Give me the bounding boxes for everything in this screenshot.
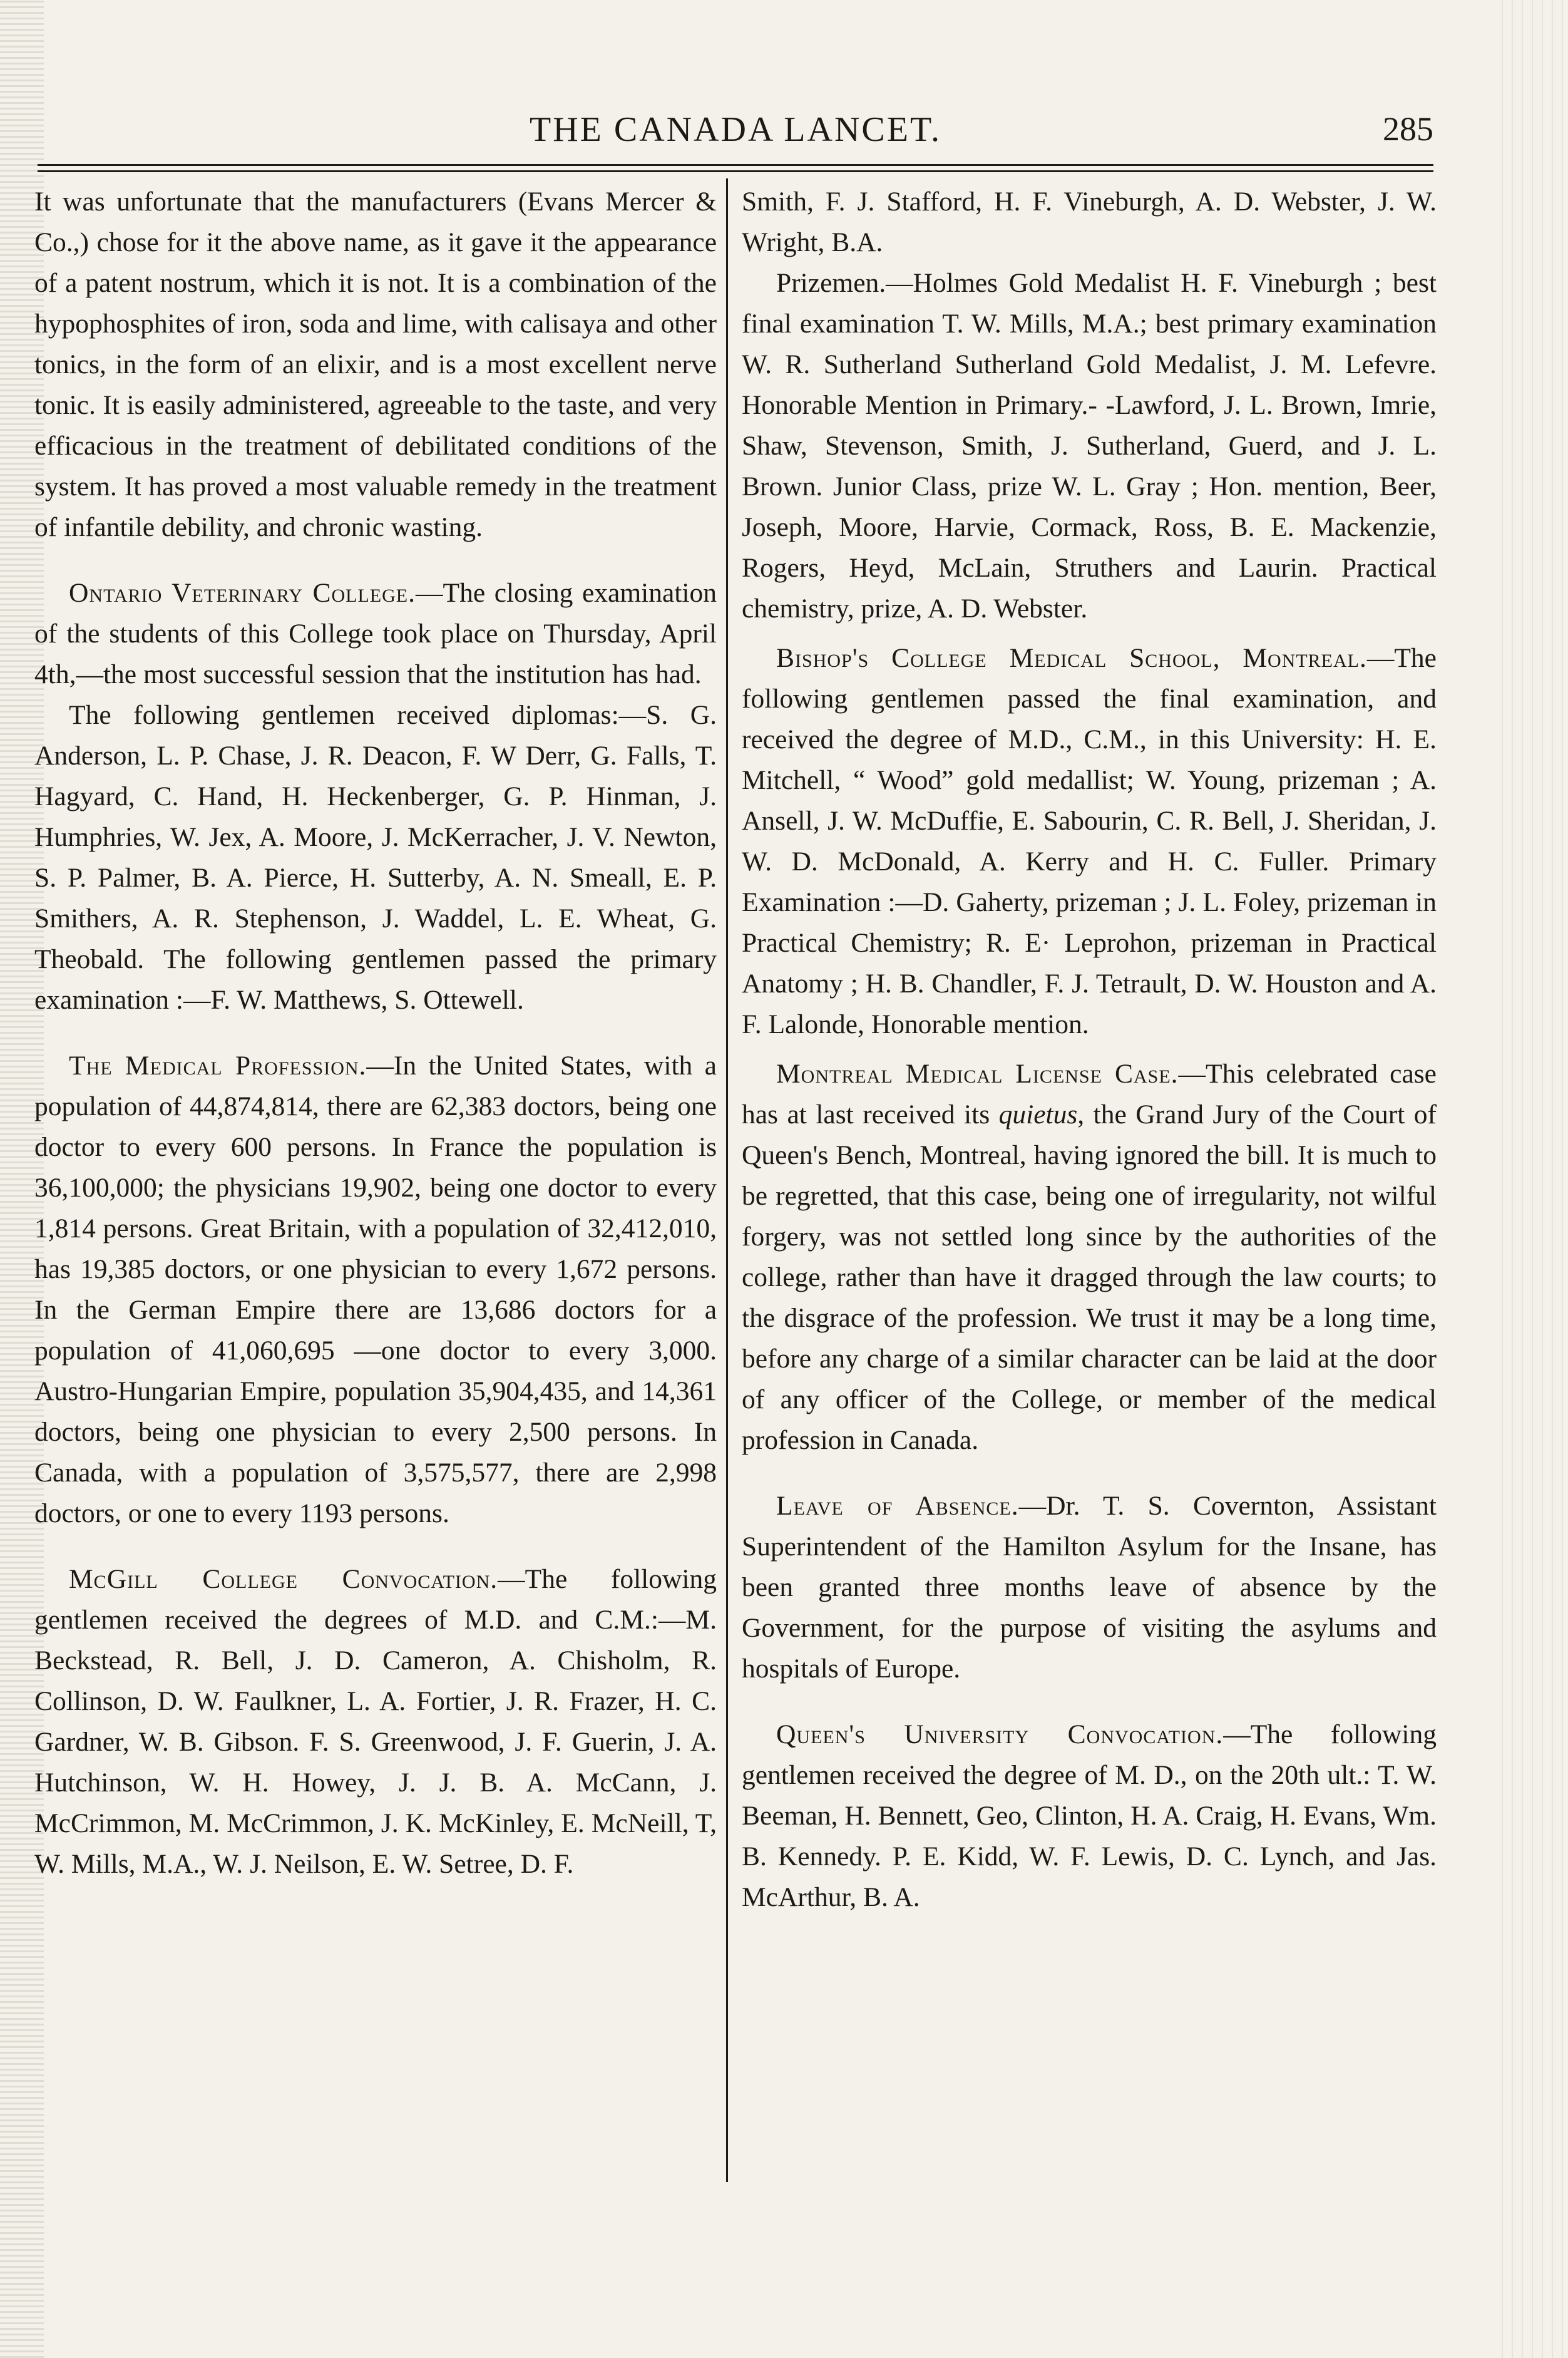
left-column: [34, 182, 717, 1885]
section-text: —The following gentlemen received the degrees of M.D. and C.M.:—M. Beckstead, R. Bell, J. D. Cameron, A. Chisholm, R. Collinson, D. W. Faulkner, L. A. Fortier, J. R. Frazer, H. C. Gardner, W. B. Gibson. F. S. Greenwood, J. F. Guerin, J. A. Hutchinson, W. H. Howey, J. J. B. A. McCann, J. McCrimmon, M. McCrimmon, J. K. McKinley, E. McNeill, T, W. Mills, M.A., W. J. Neilson, E. W. Setree, D. F.: [34, 1564, 717, 1879]
section-text: —The following gentlemen received the degree of M. D., on the 20th ult.: T. W. Beeman, H. Bennett, Geo, Clinton, H. A. Craig, H. Evans, Wm. B. Kennedy. P. E. Kidd, W. F. Lewis, D. C. Lynch, and Jas. McArthur, B. A.: [742, 1719, 1437, 1912]
article-mcgill-convocation: [34, 1559, 717, 1885]
section-heading: Bishop's College Medical School, Montreal.: [776, 643, 1367, 673]
article-mcgill-continuation: Smith, F. J. Stafford, H. F. Vineburgh, A. D. Webster, J. W. Wright, B.A.: [742, 187, 1437, 257]
section-text: —The closing examination of the students of this College took place on Thursday, April 4th,—the most successful session that the institution has had.: [34, 578, 717, 689]
page-number: 285: [1383, 110, 1433, 148]
section-text: —In the United States, with a population of 44,874,814, there are 62,383 doctors, being one doctor to every 600 persons. In France the population is 36,100,000; the physicians 19,902, being one doctor to every 1,814 persons. Great Britain, with a population of 32,412,010, has 19,385 doctors, or one physician to every 1,672 persons. In the German Empire there are 13,686 doctors for a population of 41,060,695 —one doctor to every 3,000. Austro-Hungarian Empire, population 35,904,435, and 14,361 doctors, being one physician to every 2,500 persons. In Canada, with a population of 3,575,577, there are 2,998 doctors, or one to every 1193 persons.: [34, 1051, 717, 1528]
article-tonic-continuation: It was unfortunate that the manufacturers (Evans Mercer & Co.,) chose for it the above name, as it gave it the appearance of a patent nostrum, which it is not. It is a combination of the hypophosphites of iron, soda and lime, with calisaya and other tonics, in the form of an elixir, and is a most excellent nerve tonic. It is easily administered, agreeable to the taste, and very efficacious in the treatment of debilitated conditions of the system. It has proved a most valuable remedy in the treatment of infantile debility, and chronic wasting.: [34, 187, 717, 542]
section-text: —This celebrated case has at last received its: [742, 1059, 1437, 1130]
article-queens-convocation: [742, 1714, 1437, 1918]
article-medical-profession: [34, 1046, 717, 1534]
right-column: [742, 182, 1437, 1918]
header-rule-top: [38, 164, 1433, 166]
article-mcgill-prizemen: Prizemen.—Holmes Gold Medalist H. F. Vineburgh ; best final examination T. W. Mills, M.A.; best primary examination W. R. Sutherland Sutherland Gold Medalist, J. M. Lefevre. Honorable Mention in Primary.- -Lawford, J. L. Brown, Imrie, Shaw, Stevenson, Smith, J. Sutherland, Guerd, and J. L. Brown. Junior Class, prize W. L. Gray ; Hon. mention, Beer, Joseph, Moore, Harvie, Cormack, Ross, B. E. Mackenzie, Rogers, Heyd, McLain, Struthers and Laurin. Practical chemistry, prize, A. D. Webster.: [742, 268, 1437, 624]
section-heading: The Medical Profession.: [69, 1051, 367, 1081]
page-header: [38, 110, 1433, 160]
scan-bleed-edge-right: [1493, 0, 1568, 2358]
section-heading: Montreal Medical License Case.: [776, 1059, 1179, 1089]
section-heading: Queen's University Convocation.: [776, 1719, 1224, 1749]
section-text: , the Grand Jury of the Court of Queen's Bench, Montreal, having ignored the bill. It is much to be regretted, that this case, being one of irregularity, not wilful forgery, was not settled long since by the authorities of the college, rather than have it dragged through the law courts; to the disgrace of the profession. We trust it may be a long time, before any charge of a similar character can be laid at the door of any officer of the College, or member of the medical profession in Canada.: [742, 1099, 1437, 1455]
article-montreal-license-case: [742, 1054, 1437, 1461]
article-ovc-diplomas: The following gentlemen received diplomas:—S. G. Anderson, L. P. Chase, J. R. Deacon, F. W Derr, G. Falls, T. Hagyard, C. Hand, H. Heckenberger, G. P. Hinman, J. Humphries, W. Jex, A. Moore, J. McKerracher, J. V. Newton, S. P. Palmer, B. A. Pierce, H. Sutterby, A. N. Smeall, E. P. Smithers, A. R. Stephenson, J. Waddel, L. E. Wheat, G. Theobald. The following gentlemen passed the primary examination :—F. W. Matthews, S. Ottewell.: [34, 700, 717, 1015]
header-rule-bottom: [38, 170, 1433, 172]
section-text: —Dr. T. S. Covernton, Assistant Superintendent of the Hamilton Asylum for the Insane, has been granted three months leave of absence by the Government, for the purpose of visiting the asylums and hospitals of Europe.: [742, 1491, 1437, 1684]
article-leave-of-absence: [742, 1486, 1437, 1689]
column-divider: [726, 178, 728, 2182]
running-title: THE CANADA LANCET.: [529, 110, 942, 149]
article-bishops-college: [742, 638, 1437, 1045]
section-text-italic: quietus: [998, 1099, 1078, 1130]
section-heading: Leave of Absence.: [776, 1491, 1019, 1521]
section-heading: McGill College Convocation.: [69, 1564, 498, 1594]
section-text: —The following gentlemen passed the final examination, and received the degree of M.D., C.M., in this University: H. E. Mitchell, “ Wood” gold medallist; W. Young, prizeman ; A. Ansell, J. W. McDuffie, E. Sabourin, C. R. Bell, J. Sheridan, J. W. D. McDonald, A. Kerry and H. C. Fuller. Primary Examination :—D. Gaherty, prizeman ; J. L. Foley, prizeman in Practical Chemistry; R. E· Leprohon, prizeman in Practical Anatomy ; H. B. Chandler, F. J. Tetrault, D. W. Houston and A. F. Lalonde, Honorable mention.: [742, 643, 1437, 1039]
article-ontario-veterinary-college: [34, 573, 717, 695]
section-heading: Ontario Veterinary College.: [69, 578, 416, 608]
